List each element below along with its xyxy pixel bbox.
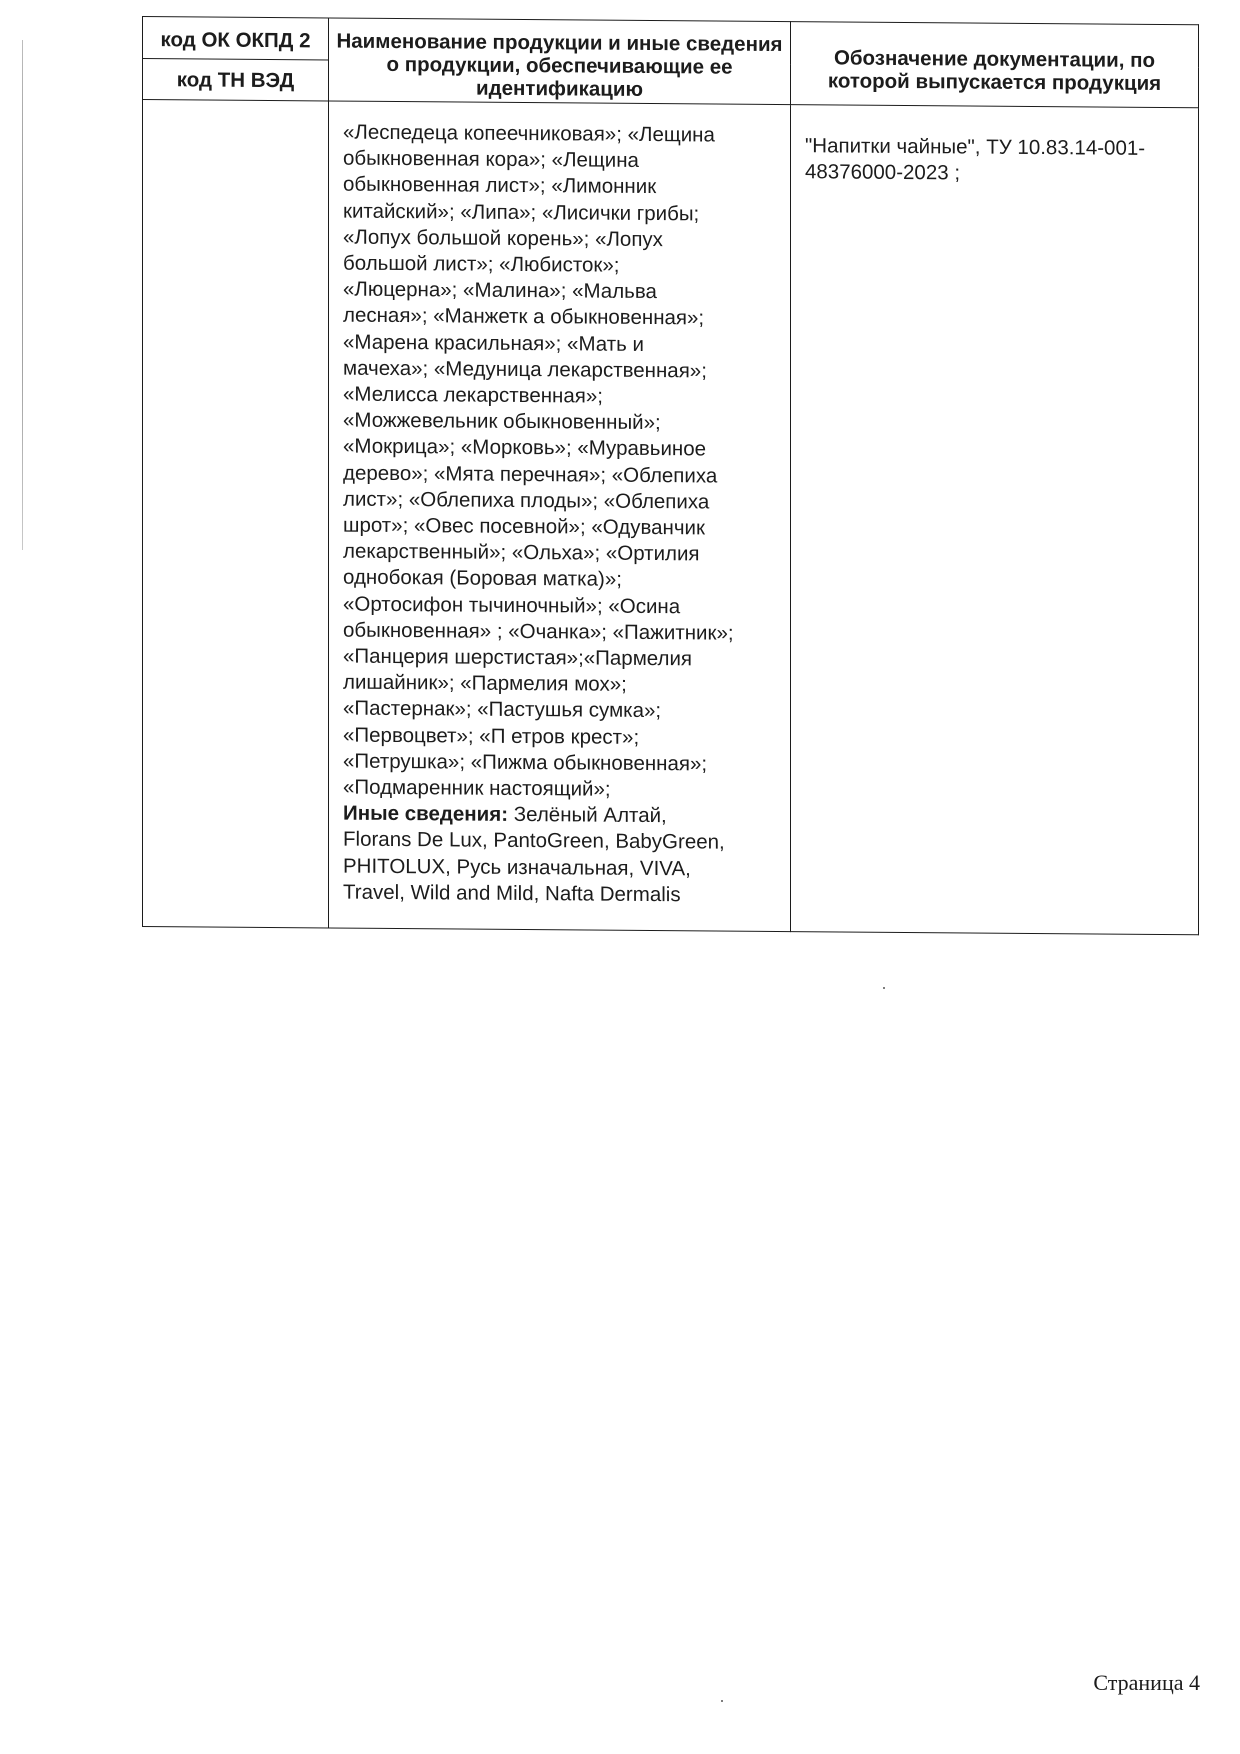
table-row xyxy=(143,100,1199,935)
extra-info-text: Зелёный Алтай, Florans De Lux, PantoGreen, BabyGreen, PHITOLUX, Русь изначальная, VIVA, Travel, Wild and Mild, Nafta Dermalis xyxy=(343,803,725,907)
certificate-products-table xyxy=(142,16,1199,935)
documentation-cell xyxy=(791,105,1199,935)
header-okpd-code: код ОК ОКПД 2 xyxy=(143,17,329,61)
product-list-text: «Леспедеца копеечниковая»; «Лещина обыкновенная кора»; «Лещина обыкновенная лист»; «Лимонник китайский»; «Липа»; «Лисички грибы; «Лопух большой корень»; «Лопух большой лист»; «Любисток»; «Люцерна»; «Малина»; «Мальва лесная»; «Манжетк а обыкновенная»; «Марена красильная»; «Мать и мачеха»; «Медуница лекарственная»; «Мелисса лекарственная»; «Можжевельник обыкновенный»; «Мокрица»; «Морковь»; «Муравьиное дерево»; «Мята перечная»; «Облепиха лист»; «Облепиха плоды»; «Облепиха шрот»; «Овес посевной»; «Одуванчик лекарственный»; «Ольха»; «Ортилия однобокая (Боровая матка)»; «Ортосифон тычиночный»; «Осина обыкновенная» ; «Очанка»; «Пажитник»; «Панцерия шерстистая»;«Пармелия лишайник»; «Пармелия мох»; «Пастернак»; «Пастушья сумка»; «Первоцвет»; «П етров крест»; «Петрушка»; «Пижма обыкновенная»; «Подмаренник настоящий»; xyxy=(343,120,734,801)
extra-info-label: Иные сведения: xyxy=(343,801,509,827)
product-names-cell xyxy=(329,101,791,932)
page-number: Страница 4 xyxy=(1093,1670,1200,1695)
scan-margin-line xyxy=(22,40,23,550)
header-documentation: Обозначение документации, по которой выпускается продукция xyxy=(791,22,1199,108)
code-cell xyxy=(143,100,329,928)
header-tn-ved-code: код ТН ВЭД xyxy=(143,59,329,101)
documentation-text: "Напитки чайные", ТУ 10.83.14-001- 48376000-2023 ; xyxy=(805,134,1146,185)
scan-speck xyxy=(721,1700,723,1702)
scan-speck xyxy=(883,987,885,989)
header-product-name: Наименование продукции и иные сведения о продукции, обеспечивающие ее идентификацию xyxy=(329,18,791,105)
